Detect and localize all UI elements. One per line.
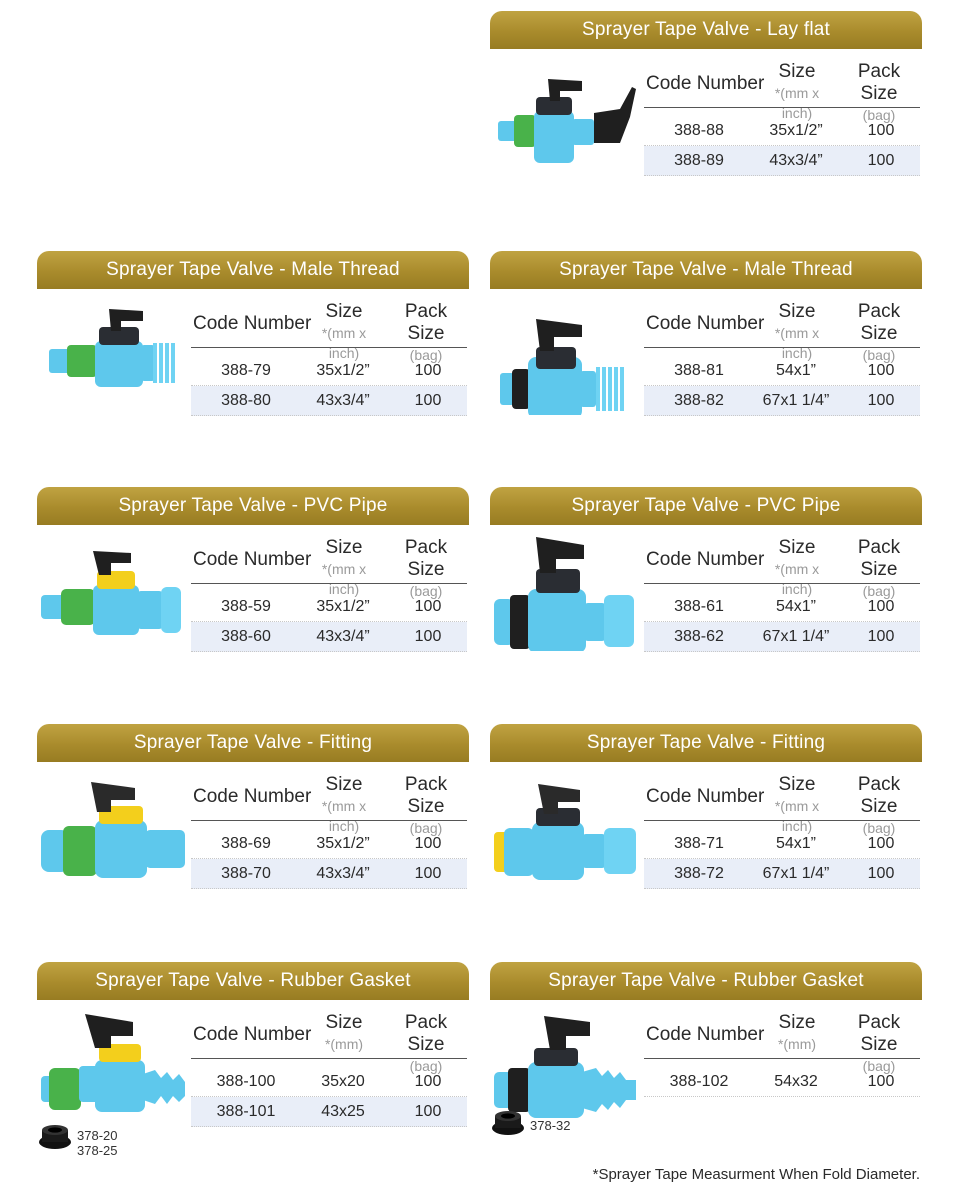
- product-card-fitting-large: [490, 724, 922, 894]
- code-cell: 388-89: [674, 152, 724, 169]
- pack-cell: 100: [867, 122, 895, 139]
- size-cell: 67x1 1/4”: [762, 865, 830, 882]
- valve-fitting-small-icon: [37, 770, 187, 888]
- footnote: *Sprayer Tape Measurment When Fold Diameter.: [592, 1166, 920, 1183]
- size-cell: 35x1/2”: [316, 835, 370, 852]
- pack-cell: 100: [867, 1073, 895, 1090]
- spec-table: [644, 1006, 920, 1097]
- size-header: Size: [778, 1012, 816, 1033]
- table-row: [644, 1067, 920, 1097]
- code-number-header: Code Number: [193, 313, 312, 334]
- size-unit: *(mm): [777, 1036, 817, 1052]
- size-cell: 54x1”: [775, 835, 817, 852]
- code-cell: 388-71: [674, 835, 724, 852]
- table-row: [644, 146, 920, 176]
- size-cell: 43x3/4”: [316, 392, 370, 409]
- pack-size-header: Pack Size: [404, 537, 448, 580]
- code-cell: 388-69: [221, 835, 271, 852]
- size-unit: *(mm x inch): [321, 798, 367, 834]
- table-row: [191, 829, 467, 859]
- rubber-gasket-icon: [37, 1124, 73, 1150]
- spec-table: [644, 55, 920, 176]
- size-header: Size: [325, 301, 363, 322]
- pack-unit: (bag): [409, 820, 443, 836]
- pack-size-header: Pack Size: [857, 61, 901, 104]
- product-card-pvc-pipe-small: [37, 487, 469, 657]
- pack-cell: 100: [414, 598, 442, 615]
- pack-unit: (bag): [862, 107, 896, 123]
- size-cell: 43x3/4”: [316, 628, 370, 645]
- spec-table: [644, 295, 920, 416]
- code-cell: 388-72: [674, 865, 724, 882]
- size-cell: 67x1 1/4”: [762, 628, 830, 645]
- table-row: [191, 1067, 467, 1097]
- size-cell: 67x1 1/4”: [762, 392, 830, 409]
- pack-cell: 100: [867, 362, 895, 379]
- rubber-gasket-icon: [490, 1110, 526, 1136]
- pack-cell: 100: [867, 392, 895, 409]
- size-header: Size: [325, 537, 363, 558]
- size-header: Size: [325, 1012, 363, 1033]
- valve-pvc-pipe-large-icon: [490, 533, 640, 651]
- product-card-rubber-gasket-small: [37, 962, 469, 1158]
- spec-table: [191, 531, 467, 652]
- product-title: Sprayer Tape Valve - Fitting: [490, 724, 922, 762]
- gasket-code-label: [77, 1128, 117, 1158]
- code-cell: 388-79: [221, 362, 271, 379]
- pack-size-header: Pack Size: [857, 1012, 901, 1055]
- size-unit: *(mm x inch): [774, 325, 820, 361]
- size-unit: *(mm x inch): [321, 561, 367, 597]
- product-card-fitting-small: [37, 724, 469, 894]
- valve-lay-flat-icon: [490, 57, 640, 175]
- pack-cell: 100: [867, 598, 895, 615]
- size-cell: 54x1”: [775, 362, 817, 379]
- spec-table: [644, 768, 920, 889]
- pack-cell: 100: [867, 628, 895, 645]
- table-row: [644, 829, 920, 859]
- product-title: Sprayer Tape Valve - Lay flat: [490, 11, 922, 49]
- product-card-male-thread-large: [490, 251, 922, 421]
- spec-table: [191, 295, 467, 416]
- code-cell: 388-62: [674, 628, 724, 645]
- pack-size-header: Pack Size: [404, 774, 448, 817]
- table-row: [191, 592, 467, 622]
- gasket-code: 378-20: [77, 1128, 118, 1143]
- table-row: [191, 386, 467, 416]
- size-header: Size: [778, 537, 816, 558]
- size-cell: 43x3/4”: [316, 865, 370, 882]
- spec-table: [191, 768, 467, 889]
- code-cell: 388-81: [674, 362, 724, 379]
- valve-male-thread-small-icon: [37, 297, 187, 415]
- product-title: Sprayer Tape Valve - Rubber Gasket: [37, 962, 469, 1000]
- size-cell: 54x32: [774, 1073, 818, 1090]
- gasket-code: 378-32: [530, 1118, 571, 1133]
- code-cell: 388-88: [674, 122, 724, 139]
- pack-size-header: Pack Size: [857, 301, 901, 344]
- size-header: Size: [778, 61, 816, 82]
- table-row: [191, 356, 467, 386]
- pack-unit: (bag): [862, 1058, 896, 1074]
- code-number-header: Code Number: [646, 1024, 765, 1045]
- pack-cell: 100: [414, 1103, 442, 1120]
- size-unit: *(mm x inch): [321, 325, 367, 361]
- pack-cell: 100: [867, 835, 895, 852]
- code-cell: 388-100: [216, 1073, 276, 1090]
- size-unit: *(mm x inch): [774, 561, 820, 597]
- pack-size-header: Pack Size: [857, 537, 901, 580]
- table-row: [191, 859, 467, 889]
- table-row: [191, 1097, 467, 1127]
- code-cell: 388-59: [221, 598, 271, 615]
- size-cell: 43x3/4”: [769, 152, 823, 169]
- table-row: [644, 859, 920, 889]
- spec-table: [191, 1006, 467, 1127]
- code-cell: 388-61: [674, 598, 724, 615]
- size-cell: 35x1/2”: [316, 362, 370, 379]
- product-card-lay-flat: [490, 11, 922, 181]
- pack-cell: 100: [867, 152, 895, 169]
- pack-unit: (bag): [862, 820, 896, 836]
- valve-rubber-gasket-small-icon: [37, 1008, 187, 1126]
- code-cell: 388-80: [221, 392, 271, 409]
- size-unit: *(mm x inch): [774, 85, 820, 121]
- size-unit: *(mm x inch): [774, 798, 820, 834]
- table-row: [644, 116, 920, 146]
- pack-cell: 100: [867, 865, 895, 882]
- code-number-header: Code Number: [193, 1024, 312, 1045]
- valve-male-thread-large-icon: [490, 297, 640, 415]
- table-row: [644, 356, 920, 386]
- pack-unit: (bag): [409, 583, 443, 599]
- code-number-header: Code Number: [193, 549, 312, 570]
- size-header: Size: [778, 301, 816, 322]
- code-number-header: Code Number: [193, 786, 312, 807]
- valve-fitting-large-icon: [490, 770, 640, 888]
- pack-size-header: Pack Size: [404, 1012, 448, 1055]
- table-row: [191, 622, 467, 652]
- spec-table: [644, 531, 920, 652]
- pack-unit: (bag): [862, 583, 896, 599]
- valve-rubber-gasket-large-icon: [490, 1008, 640, 1126]
- pack-cell: 100: [414, 1073, 442, 1090]
- table-row: [644, 622, 920, 652]
- code-number-header: Code Number: [646, 549, 765, 570]
- size-unit: *(mm): [324, 1036, 364, 1052]
- code-number-header: Code Number: [646, 73, 765, 94]
- pack-cell: 100: [414, 865, 442, 882]
- pack-cell: 100: [414, 835, 442, 852]
- size-cell: 54x1”: [775, 598, 817, 615]
- size-cell: 35x1/2”: [769, 122, 823, 139]
- gasket-code-label: [530, 1118, 570, 1133]
- code-cell: 388-82: [674, 392, 724, 409]
- product-card-male-thread-small: [37, 251, 469, 421]
- code-number-header: Code Number: [646, 313, 765, 334]
- product-title: Sprayer Tape Valve - Male Thread: [490, 251, 922, 289]
- product-title: Sprayer Tape Valve - Rubber Gasket: [490, 962, 922, 1000]
- code-number-header: Code Number: [646, 786, 765, 807]
- size-cell: 35x20: [321, 1073, 365, 1090]
- product-card-pvc-pipe-large: [490, 487, 922, 657]
- product-card-rubber-gasket-large: [490, 962, 922, 1132]
- product-title: Sprayer Tape Valve - Fitting: [37, 724, 469, 762]
- code-cell: 388-102: [669, 1073, 729, 1090]
- pack-unit: (bag): [409, 347, 443, 363]
- code-cell: 388-70: [221, 865, 271, 882]
- size-cell: 43x25: [321, 1103, 365, 1120]
- valve-pvc-pipe-small-icon: [37, 533, 187, 651]
- pack-cell: 100: [414, 628, 442, 645]
- code-cell: 388-101: [216, 1103, 276, 1120]
- gasket-code: 378-25: [77, 1143, 118, 1158]
- product-title: Sprayer Tape Valve - PVC Pipe: [37, 487, 469, 525]
- table-row: [644, 386, 920, 416]
- pack-size-header: Pack Size: [404, 301, 448, 344]
- pack-size-header: Pack Size: [857, 774, 901, 817]
- code-cell: 388-60: [221, 628, 271, 645]
- product-title: Sprayer Tape Valve - PVC Pipe: [490, 487, 922, 525]
- size-header: Size: [325, 774, 363, 795]
- size-header: Size: [778, 774, 816, 795]
- table-row: [644, 592, 920, 622]
- pack-cell: 100: [414, 392, 442, 409]
- product-title: Sprayer Tape Valve - Male Thread: [37, 251, 469, 289]
- pack-unit: (bag): [409, 1058, 443, 1074]
- pack-unit: (bag): [862, 347, 896, 363]
- pack-cell: 100: [414, 362, 442, 379]
- size-cell: 35x1/2”: [316, 598, 370, 615]
